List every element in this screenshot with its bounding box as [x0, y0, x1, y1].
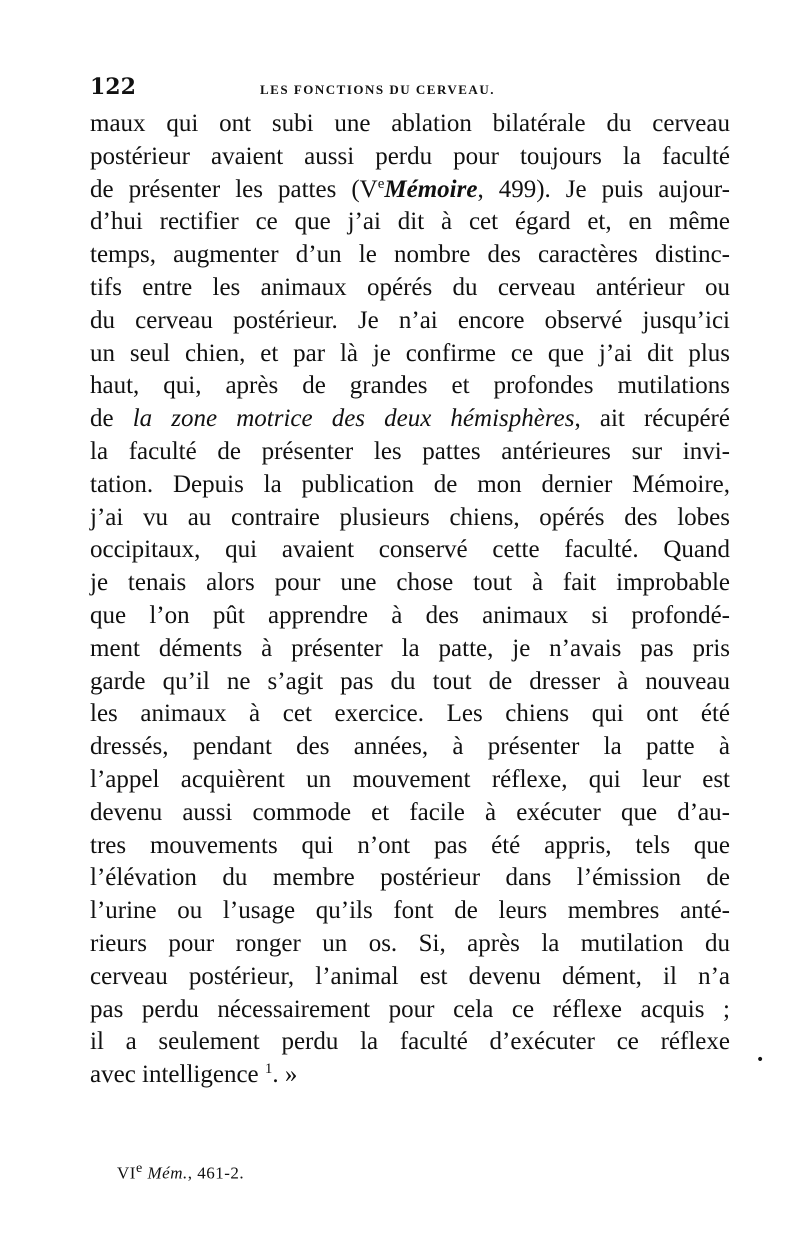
text-line: l’appel acquièrent un mouvement réflexe, qui leur est [90, 765, 730, 793]
footnote-work: Mém. [147, 1163, 188, 1183]
text-line: que l’on pût apprendre à des animaux si profondé- [90, 601, 730, 629]
text-line: occipitaux, qui avaient conservé cette faculté. Quand [90, 536, 730, 564]
margin-mark: • [756, 1052, 765, 1068]
text-line: maux qui ont subi une ablation bilatérale du cerveau [90, 110, 730, 137]
text-line: postérieur avaient aussi perdu pour toujours la faculté [90, 142, 730, 170]
text-line: les animaux à cet exercice. Les chiens qui ont été [90, 700, 730, 728]
text-line: un seul chien, et par là je confirme ce que j’ai dit plus [90, 339, 730, 367]
text-line: j’ai vu au contraire plusieurs chiens, opérés des lobes [90, 503, 730, 531]
text-line: je tenais alors pour une chose tout à fait improbable [90, 569, 730, 597]
running-title: LES FONCTIONS DU CERVEAU. [260, 82, 495, 97]
footnote-ref: VI [117, 1163, 136, 1183]
text-line: il a seulement perdu la faculté d’exécuter ce réflexe [90, 1028, 730, 1056]
text-line: tifs entre les animaux opérés du cerveau antérieur ou [90, 273, 730, 301]
text-line: pas perdu nécessairement pour cela ce réflexe acquis ; [90, 995, 730, 1023]
body-text [90, 108, 730, 1092]
text-line: cerveau postérieur, l’animal est devenu dément, il n’a [90, 962, 730, 990]
text-line: rieurs pour ronger un os. Si, après la mutilation du [90, 929, 730, 957]
text-line: temps, augmenter d’un le nombre des caractères distinc- [90, 241, 730, 269]
text-line: d’hui rectifier ce que j’ai dit à cet égard et, en même [90, 208, 730, 236]
text-line: de présenter les pattes (VeMémoire, 499). Je puis aujour- [90, 175, 730, 203]
text-line: tres mouvements qui n’ont pas été appris, tels que [90, 831, 730, 859]
text-line: la faculté de présenter les pattes antérieures sur invi- [90, 437, 730, 465]
text-line: tation. Depuis la publication de mon dernier Mémoire, [90, 470, 730, 498]
text-line: garde qu’il ne s’agit pas du tout de dresser à nouveau [90, 667, 730, 695]
text-line: l’urine ou l’usage qu’ils font de leurs membres anté- [90, 897, 730, 925]
text-line: l’élévation du membre postérieur dans l’émission de [90, 864, 730, 892]
footnote-pages: , 461-2. [187, 1163, 245, 1183]
text-line: haut, qui, après de grandes et profondes mutilations [90, 372, 730, 400]
page-number: 122 [90, 74, 136, 100]
text-line: de la zone motrice des deux hémisphères, ait récupéré [90, 405, 730, 433]
footnote [117, 1160, 244, 1184]
text-line: devenu aussi commode et facile à exécuter que d’au- [90, 798, 730, 826]
text-line: ment déments à présenter la patte, je n’avais pas pris [90, 634, 730, 662]
page-header [90, 74, 730, 104]
text-line: du cerveau postérieur. Je n’ai encore observé jusqu’ici [90, 306, 730, 334]
text-line: dressés, pendant des années, à présenter la patte à [90, 733, 730, 761]
text-line: avec intelligence $^1$. » [90, 1061, 298, 1089]
footnote-ref-sup: e [135, 1160, 143, 1176]
